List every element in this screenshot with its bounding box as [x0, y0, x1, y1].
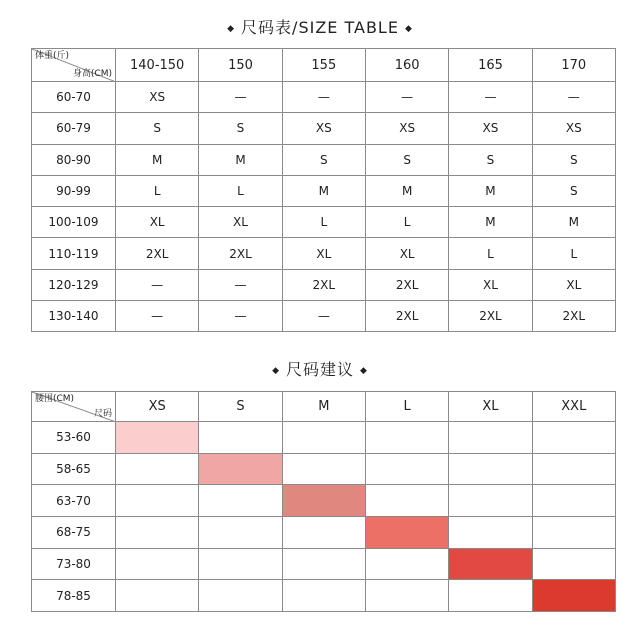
corner-top-label: 腰围(CM)	[35, 394, 75, 404]
empty-cell	[199, 485, 282, 517]
empty-cell	[365, 548, 448, 580]
size-cell: —	[199, 269, 282, 300]
size-table-title	[0, 15, 640, 38]
size-cell: S	[282, 144, 365, 175]
empty-cell	[199, 422, 282, 454]
diamond-icon: ◆	[227, 23, 236, 34]
size-table-title-text: 尺码表/SIZE TABLE	[241, 18, 399, 37]
size-cell: —	[282, 82, 365, 113]
size-cell: XL	[199, 207, 282, 238]
empty-cell	[116, 453, 199, 485]
size-cell: XS	[365, 113, 448, 144]
size-cell: L	[449, 238, 532, 269]
size-cell: XS	[116, 82, 199, 113]
empty-cell	[116, 580, 199, 612]
diamond-icon: ◆	[272, 365, 280, 376]
size-cell: XL	[532, 269, 615, 300]
table-row	[32, 82, 616, 113]
size-cell: 2XL	[199, 238, 282, 269]
size-cell: M	[199, 144, 282, 175]
row-label: 80-90	[32, 144, 116, 175]
table-row	[32, 269, 616, 300]
size-cell: S	[532, 175, 615, 206]
size-cell: S	[116, 113, 199, 144]
size-cell: L	[365, 207, 448, 238]
size-cell: —	[199, 82, 282, 113]
table-row	[32, 207, 616, 238]
column-header: XXL	[532, 392, 615, 422]
row-label: 78-85	[32, 580, 116, 612]
column-header: M	[282, 392, 365, 422]
empty-cell	[365, 453, 448, 485]
row-label: 110-119	[32, 238, 116, 269]
table-row	[32, 175, 616, 206]
corner-bottom-label: 身高(CM)	[72, 69, 112, 79]
column-header: XL	[449, 392, 532, 422]
size-cell: M	[282, 175, 365, 206]
size-cell: 2XL	[116, 238, 199, 269]
empty-cell	[449, 422, 532, 454]
recommended-size-cell	[282, 485, 365, 517]
empty-cell	[449, 517, 532, 549]
empty-cell	[532, 548, 615, 580]
empty-cell	[116, 517, 199, 549]
size-cell: 2XL	[365, 269, 448, 300]
size-cell: M	[116, 144, 199, 175]
table-row	[32, 485, 616, 517]
empty-cell	[199, 580, 282, 612]
size-cell: —	[116, 301, 199, 332]
empty-cell	[282, 580, 365, 612]
size-cell: M	[449, 175, 532, 206]
recommended-size-cell	[116, 422, 199, 454]
size-cell: —	[449, 82, 532, 113]
empty-cell	[365, 422, 448, 454]
size-cell: S	[365, 144, 448, 175]
column-header: 155	[282, 49, 365, 82]
size-cell: S	[199, 113, 282, 144]
size-cell: XL	[116, 207, 199, 238]
column-header: 140-150	[116, 49, 199, 82]
size_advice-corner-header	[32, 392, 116, 422]
size-cell: —	[532, 82, 615, 113]
row-label: 53-60	[32, 422, 116, 454]
size-cell: M	[532, 207, 615, 238]
size-cell: M	[449, 207, 532, 238]
diamond-icon: ◆	[404, 23, 413, 34]
recommended-size-cell	[365, 517, 448, 549]
table-row	[32, 548, 616, 580]
empty-cell	[532, 517, 615, 549]
row-label: 120-129	[32, 269, 116, 300]
column-header: 150	[199, 49, 282, 82]
empty-cell	[199, 548, 282, 580]
empty-cell	[449, 485, 532, 517]
table-row	[32, 580, 616, 612]
table-row	[32, 301, 616, 332]
table-row	[32, 144, 616, 175]
row-label: 130-140	[32, 301, 116, 332]
size-cell: —	[282, 301, 365, 332]
table-header-row	[32, 49, 616, 82]
row-label: 60-70	[32, 82, 116, 113]
size-cell: 2XL	[365, 301, 448, 332]
empty-cell	[532, 453, 615, 485]
size-table	[31, 48, 616, 332]
size-cell: XS	[532, 113, 615, 144]
size-advice-table	[31, 391, 616, 612]
corner-top-label: 体重(斤)	[35, 51, 70, 61]
column-header: 165	[449, 49, 532, 82]
size_table-corner-header	[32, 49, 116, 82]
empty-cell	[199, 517, 282, 549]
column-header: 170	[532, 49, 615, 82]
empty-cell	[282, 453, 365, 485]
recommended-size-cell	[532, 580, 615, 612]
size-cell: L	[282, 207, 365, 238]
empty-cell	[365, 485, 448, 517]
table-header-row	[32, 392, 616, 422]
table-row	[32, 113, 616, 144]
size-cell: XS	[282, 113, 365, 144]
row-label: 63-70	[32, 485, 116, 517]
column-header: S	[199, 392, 282, 422]
row-label: 68-75	[32, 517, 116, 549]
size-cell: L	[116, 175, 199, 206]
size-cell: —	[116, 269, 199, 300]
row-label: 60-79	[32, 113, 116, 144]
empty-cell	[449, 580, 532, 612]
size-cell: L	[199, 175, 282, 206]
empty-cell	[282, 422, 365, 454]
size-cell: 2XL	[282, 269, 365, 300]
table-row	[32, 453, 616, 485]
row-label: 58-65	[32, 453, 116, 485]
column-header: XS	[116, 392, 199, 422]
size-cell: S	[532, 144, 615, 175]
size-cell: XS	[449, 113, 532, 144]
recommended-size-cell	[449, 548, 532, 580]
size-advice-title	[0, 357, 640, 380]
size-cell: —	[365, 82, 448, 113]
column-header: L	[365, 392, 448, 422]
column-header: 160	[365, 49, 448, 82]
size-cell: —	[199, 301, 282, 332]
size-cell: XL	[282, 238, 365, 269]
empty-cell	[282, 517, 365, 549]
size-advice-title-text: 尺码建议	[285, 360, 354, 379]
size-cell: 2XL	[532, 301, 615, 332]
size-cell: M	[365, 175, 448, 206]
diamond-icon: ◆	[360, 365, 368, 376]
empty-cell	[449, 453, 532, 485]
empty-cell	[116, 485, 199, 517]
size-cell: S	[449, 144, 532, 175]
row-label: 100-109	[32, 207, 116, 238]
size-cell: 2XL	[449, 301, 532, 332]
empty-cell	[365, 580, 448, 612]
row-label: 73-80	[32, 548, 116, 580]
size-cell: XL	[449, 269, 532, 300]
empty-cell	[532, 485, 615, 517]
table-row	[32, 422, 616, 454]
table-row	[32, 238, 616, 269]
corner-bottom-label: 尺码	[93, 409, 112, 419]
table-row	[32, 517, 616, 549]
row-label: 90-99	[32, 175, 116, 206]
size-cell: XL	[365, 238, 448, 269]
empty-cell	[532, 422, 615, 454]
recommended-size-cell	[199, 453, 282, 485]
empty-cell	[116, 548, 199, 580]
empty-cell	[282, 548, 365, 580]
size-cell: L	[532, 238, 615, 269]
